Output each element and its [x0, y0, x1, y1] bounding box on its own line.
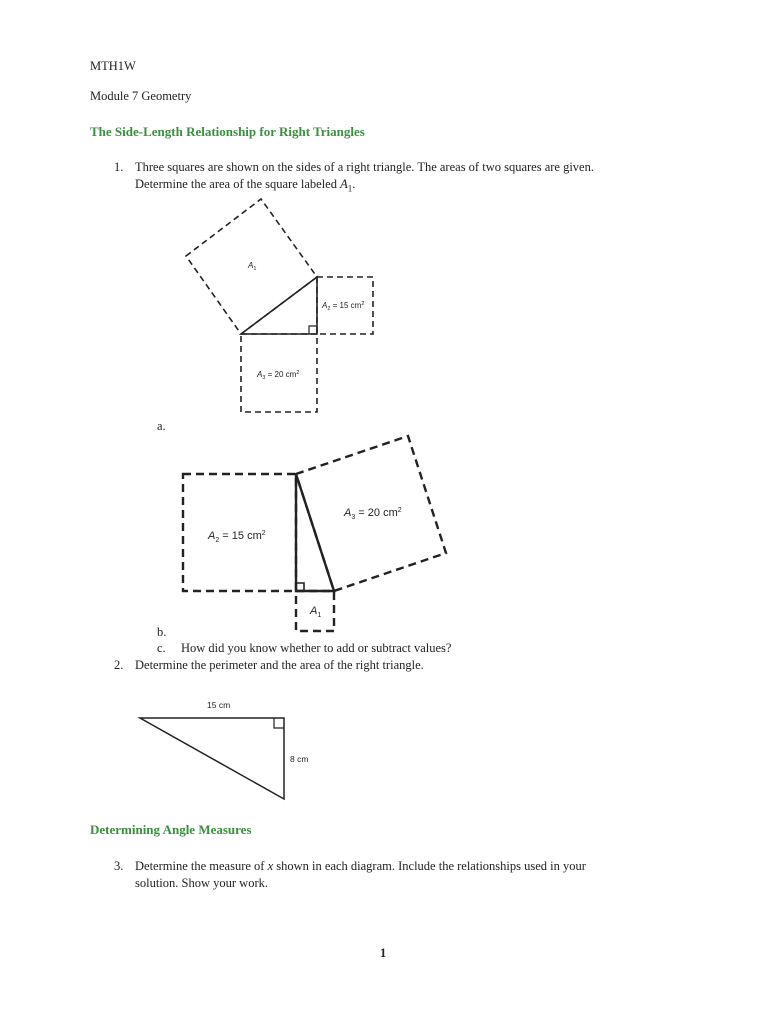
part-c-text: How did you know whether to add or subtract values?: [181, 641, 452, 655]
label-a2: $A_2 = 15$ $cm^2$: [208, 530, 266, 544]
figure-1a-squares-diagram: [170, 190, 390, 425]
label-a2: $A_2 = 15$ $cm^2$: [322, 301, 365, 312]
question-3-number: 3.: [114, 859, 124, 873]
section-heading-angle-measures: Determining Angle Measures: [90, 822, 252, 837]
course-code: MTH1W: [90, 59, 136, 73]
right-angle-marker: [274, 718, 284, 728]
right-triangle: [241, 277, 317, 334]
right-angle-marker: [309, 326, 317, 334]
question-1-line-1: Three squares are shown on the sides of a right triangle. The areas of two squares are given.: [135, 160, 594, 174]
page-number: 1: [380, 946, 387, 960]
part-a-label: a.: [157, 419, 166, 433]
question-3-line-2: solution. Show your work.: [135, 876, 268, 890]
question-1-line-2: Determine the area of the square labeled $A_1$.: [135, 177, 356, 194]
figure-1b-squares-diagram: [175, 428, 455, 638]
question-2-text: Determine the perimeter and the area of the right triangle.: [135, 658, 424, 672]
right-triangle: [296, 474, 334, 591]
question-3-line-1: Determine the measure of x shown in each diagram. Include the relationships used in your: [135, 859, 586, 873]
label-a1: $A_1$: [248, 261, 257, 272]
label-a3: $A_3 = 20$ $cm^2$: [257, 370, 300, 381]
label-side-8cm: 8 cm: [290, 754, 309, 764]
label-a1: $A_1$: [310, 605, 322, 619]
right-triangle: [140, 718, 284, 799]
label-side-15cm: 15 cm: [207, 700, 231, 710]
module-title: Module 7 Geometry: [90, 89, 192, 103]
section-heading-side-length: The Side-Length Relationship for Right Triangles: [90, 124, 365, 139]
question-2-number: 2.: [114, 658, 124, 672]
part-c-letter: c.: [157, 641, 166, 655]
question-1-number: 1.: [114, 160, 124, 174]
label-a3: $A_3 = 20$ $cm^2$: [344, 507, 402, 521]
part-b-label: b.: [157, 625, 167, 639]
figure-2-right-triangle: [130, 690, 320, 810]
